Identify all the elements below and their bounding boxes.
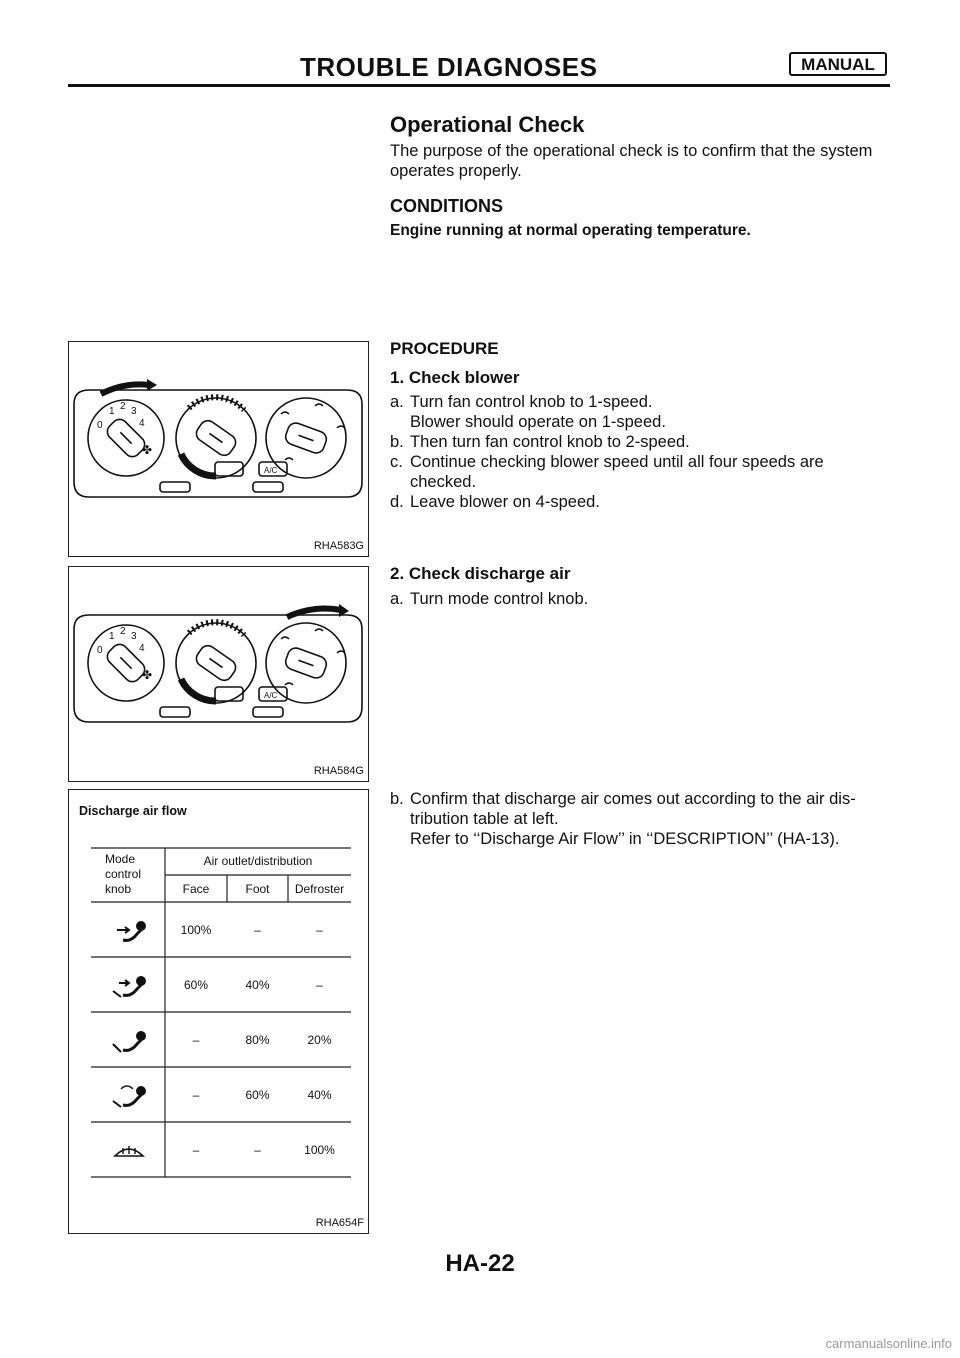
figure-label: RHA583G	[313, 540, 364, 552]
figure-label: RHA584G	[313, 765, 364, 777]
cell-face: –	[192, 1087, 200, 1102]
list-item-line: Blower should operate on 1-speed.	[410, 413, 666, 431]
svg-text:1: 1	[109, 631, 115, 642]
list-item-line: Leave blower on 4-speed.	[410, 493, 600, 511]
column-header-face: Face	[182, 882, 210, 896]
list-item-label: b.	[390, 433, 404, 451]
list-item	[390, 432, 890, 452]
conditions-text: Engine running at normal operating temperature.	[390, 222, 751, 239]
list-item-line: Then turn fan control knob to 2-speed.	[410, 433, 690, 451]
cell-face: 100%	[180, 922, 212, 937]
ac-control-panel-illustration	[69, 567, 367, 780]
cell-face: 60%	[183, 977, 209, 992]
procedure-heading: PROCEDURE	[390, 339, 499, 358]
table-body	[165, 902, 351, 1177]
cell-foot: 80%	[245, 1032, 270, 1047]
cell-foot: 40%	[245, 977, 270, 992]
conditions-heading: CONDITIONS	[390, 196, 504, 216]
column-header-defroster: Defroster	[294, 882, 345, 896]
step2-heading: 2. Check discharge air	[390, 564, 571, 583]
figure-mode-knob	[68, 566, 369, 782]
svg-text:A/C: A/C	[264, 691, 278, 700]
intro-paragraph: The purpose of the operational check is to confirm that the system operates properly.	[390, 142, 873, 180]
list-item	[390, 392, 890, 432]
header-rule	[68, 84, 890, 87]
list-item-label: a.	[390, 393, 404, 411]
step1-heading: 1. Check blower	[390, 368, 520, 387]
page-number: HA-22	[445, 1250, 515, 1277]
list-item-line: Refer to ‘‘Discharge Air Flow’’ in ‘‘DESCRIPTION’’ (HA-13).	[410, 830, 840, 848]
cell-face: –	[192, 1032, 200, 1047]
figure-blower	[68, 341, 369, 557]
cell-foot: –	[254, 1142, 261, 1157]
list-item	[390, 789, 890, 849]
cell-face: –	[192, 1142, 200, 1157]
figure-discharge-air-flow	[68, 789, 369, 1234]
list-item-label: b.	[390, 790, 404, 808]
column-header-foot: Foot	[245, 882, 270, 896]
fan-icon: ✤	[142, 443, 153, 457]
list-item-label: a.	[390, 590, 404, 608]
cell-foot: –	[254, 922, 261, 937]
list-item-line: checked.	[410, 473, 477, 491]
svg-text:2: 2	[120, 401, 126, 412]
cell-defroster: –	[316, 977, 323, 992]
foot-mode-icon	[113, 1032, 145, 1052]
vent-mode-icon	[117, 922, 145, 940]
step2b-list	[390, 789, 890, 849]
svg-text:2: 2	[120, 626, 126, 637]
cell-foot: 60%	[245, 1087, 270, 1102]
svg-text:A/C: A/C	[264, 466, 278, 475]
defrost-mode-icon	[115, 1146, 143, 1156]
svg-text:0: 0	[97, 420, 103, 431]
list-item-line: tribution table at left.	[410, 810, 559, 828]
mode-icons-column	[91, 902, 165, 1177]
svg-text:3: 3	[131, 631, 137, 642]
list-item	[390, 492, 890, 512]
list-item-line: Turn fan control knob to 1-speed.	[410, 393, 653, 411]
svg-text:4: 4	[139, 643, 145, 654]
step2a-list	[390, 589, 890, 609]
cell-defroster: 40%	[307, 1087, 332, 1102]
cell-defroster: 20%	[307, 1032, 332, 1047]
watermark: carmanualsonline.info	[825, 1336, 952, 1351]
column-header-group: Air outlet/distribution	[203, 854, 313, 868]
list-item-label: d.	[390, 493, 404, 511]
list-item-line: Continue checking blower speed until all four speeds are	[410, 453, 824, 471]
svg-text:1: 1	[109, 406, 115, 417]
figure-label: RHA654F	[315, 1217, 364, 1229]
list-item	[390, 589, 890, 609]
table-row	[165, 1012, 351, 1067]
table-row	[165, 1122, 351, 1177]
table-row	[165, 1067, 351, 1122]
cell-defroster: 100%	[304, 1142, 335, 1157]
page-header-title: TROUBLE DIAGNOSES	[300, 52, 598, 82]
list-item	[390, 452, 890, 492]
svg-text:3: 3	[131, 406, 137, 417]
list-item-label: c.	[390, 453, 403, 471]
column-header-mode: Mode control knob	[105, 852, 142, 896]
foot-defrost-mode-icon	[113, 1086, 145, 1107]
cell-defroster: –	[316, 922, 323, 937]
step1-list	[390, 392, 890, 512]
table-row	[165, 957, 351, 1012]
manual-badge: MANUAL	[789, 52, 887, 76]
bilevel-mode-icon	[113, 977, 145, 997]
fan-icon: ✤	[142, 668, 153, 682]
ac-control-panel-illustration	[69, 342, 367, 555]
svg-text:0: 0	[97, 645, 103, 656]
list-item-line: Turn mode control knob.	[410, 590, 589, 608]
section-title: Operational Check	[390, 112, 585, 137]
table-row	[165, 902, 351, 957]
table-title: Discharge air flow	[79, 804, 187, 818]
list-item-line: Confirm that discharge air comes out according to the air dis-	[410, 790, 856, 808]
svg-text:4: 4	[139, 418, 145, 429]
